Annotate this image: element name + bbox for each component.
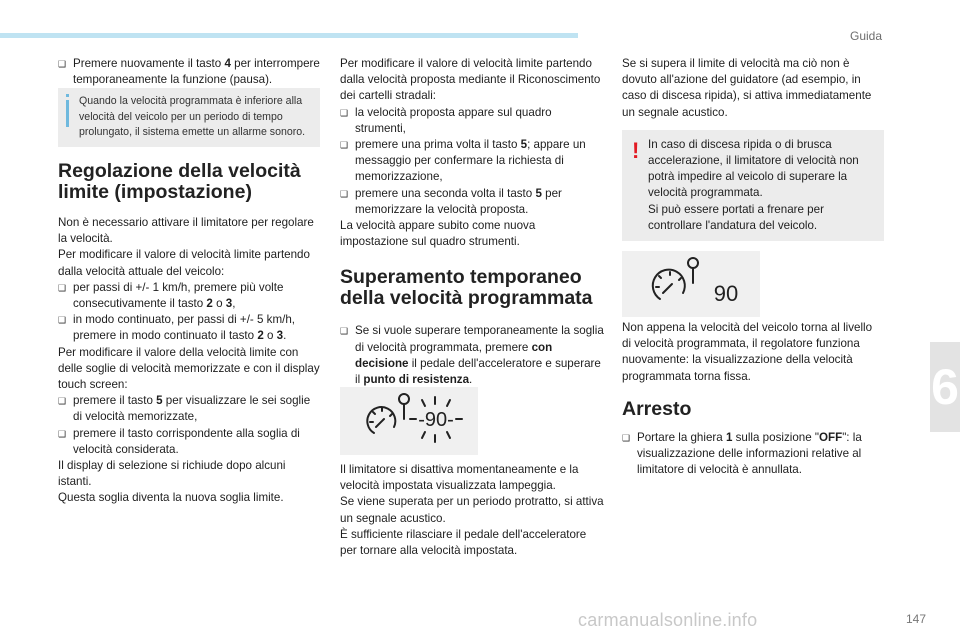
warning-icon: !: [632, 137, 640, 163]
list-item: ❑ per passi di +/- 1 km/h, premere più volte consecutivamente il tasto 2 o 3,: [58, 280, 320, 312]
list-item: ❑ premere il tasto corrispondente alla soglia di velocità considerata.: [58, 426, 320, 458]
paragraph: Se si supera il limite di velocità ma ciò non è dovuto all'azione del guidatore (ad esempio, in caso di discesa ripida), si attiva immediatamente un segnale acustico.: [622, 57, 872, 119]
column-3-lower: [622, 320, 884, 478]
column-2-lower: [340, 462, 606, 559]
paragraph: Per modificare il valore di velocità limite partendo dalla velocità attuale del veicolo:: [58, 248, 310, 278]
column-2: [340, 56, 604, 388]
bullet-icon: ❑: [340, 107, 349, 118]
speed-value: 90: [713, 281, 739, 306]
list-item: ❑ premere una seconda volta il tasto 5 per memorizzare la velocità proposta.: [340, 186, 604, 218]
paragraph: La velocità appare subito come nuova impostazione sul quadro strumenti.: [340, 219, 536, 249]
paragraph: Non appena la velocità del veicolo torna al livello di velocità programmata, il regolatore funziona nuovamente: la visualizzazione della velocità programmata torna fissa.: [622, 321, 873, 383]
paragraph: Per modificare il valore di velocità limite partendo dalla velocità proposta mediante il Riconoscimento dei cartelli stradali:: [340, 57, 601, 103]
speed-limiter-steady-illustration: [622, 251, 760, 317]
bullet-icon: ❑: [622, 432, 631, 443]
paragraph: Non è necessario attivare il limitatore per regolare la velocità.: [58, 215, 314, 246]
list-item: ❑ in modo continuato, per passi di +/- 5 km/h, premere in modo continuato il tasto 2 o 3.: [58, 312, 320, 344]
paragraph: Questa soglia diventa la nuova soglia limite.: [58, 491, 284, 505]
list-item: ❑ la velocità proposta appare sul quadro strumenti,: [340, 105, 604, 137]
section-label: Guida: [850, 29, 883, 43]
column-1: [58, 56, 320, 507]
page-number: 147: [906, 612, 927, 626]
list-item: ❑ Portare la ghiera 1 sulla posizione "OFF": la visualizzazione delle informazioni relative al limitatore di velocità è annullata.: [622, 430, 884, 479]
info-note: Quando la velocità programmata è inferiore alla velocità del veicolo per un periodo di tempo prolungato, il sistema emette un allarme sonoro.: [58, 88, 320, 147]
column-3: [622, 56, 884, 253]
section-heading: Arresto: [622, 397, 692, 420]
speed-value: -90-: [418, 409, 454, 431]
bullet-icon: ❑: [58, 428, 67, 439]
bullet-icon: ❑: [340, 140, 349, 151]
list-item: ❑ premere una prima volta il tasto 5; appare un messaggio per confermare la richiesta di memorizzazione,: [340, 137, 604, 186]
info-icon: [66, 94, 69, 97]
list-item: ❑ Premere nuovamente il tasto 4 per interrompere temporaneamente la funzione (pausa).: [58, 56, 320, 88]
bullet-icon: ❑: [340, 326, 349, 337]
warning-note: ! In caso di discesa ripida o di brusca accelerazione, il limitatore di velocità non potrà impedire al veicolo di superare la velocità programmata. Si può essere portati a frenare per controllare l'andatura del veicolo.: [622, 130, 884, 241]
section-heading: Superamento temporaneo della velocità programmata: [340, 266, 593, 310]
speedometer-icon: [622, 251, 760, 317]
speed-limiter-flashing-illustration: [340, 387, 478, 455]
paragraph: Se viene superata per un periodo protratto, si attiva un segnale acustico.: [340, 495, 604, 525]
watermark: carmanualsonline.info: [578, 610, 758, 630]
bullet-icon: ❑: [340, 188, 349, 199]
bullet-icon: ❑: [58, 396, 67, 407]
paragraph: Il display di selezione si richiude dopo alcuni istanti.: [58, 458, 286, 489]
speedometer-flashing-icon: [340, 387, 478, 455]
paragraph: È sufficiente rilasciare il pedale dell'acceleratore per tornare alla velocità impostata.: [340, 527, 587, 558]
paragraph: Il limitatore si disattiva momentaneamente e la velocità impostata visualizzata lampeggia.: [340, 463, 579, 493]
section-heading: Regolazione della velocità limite (impostazione): [58, 159, 301, 203]
header-accent-bar: [0, 33, 578, 38]
chapter-tab: 6: [930, 342, 960, 432]
bullet-icon: ❑: [58, 59, 67, 69]
list-item: ❑ premere il tasto 5 per visualizzare le sei soglie di velocità memorizzate,: [58, 393, 320, 425]
paragraph: Per modificare il valore della velocità limite con delle soglie di velocità memorizzate e con il display touch screen:: [58, 345, 320, 391]
bullet-icon: ❑: [58, 315, 67, 326]
bullet-icon: ❑: [58, 282, 67, 293]
list-item: ❑ Se si vuole superare temporaneamente la soglia di velocità programmata, premere con decisione il pedale dell'acceleratore e superare il punto di resistenza.: [340, 323, 604, 388]
